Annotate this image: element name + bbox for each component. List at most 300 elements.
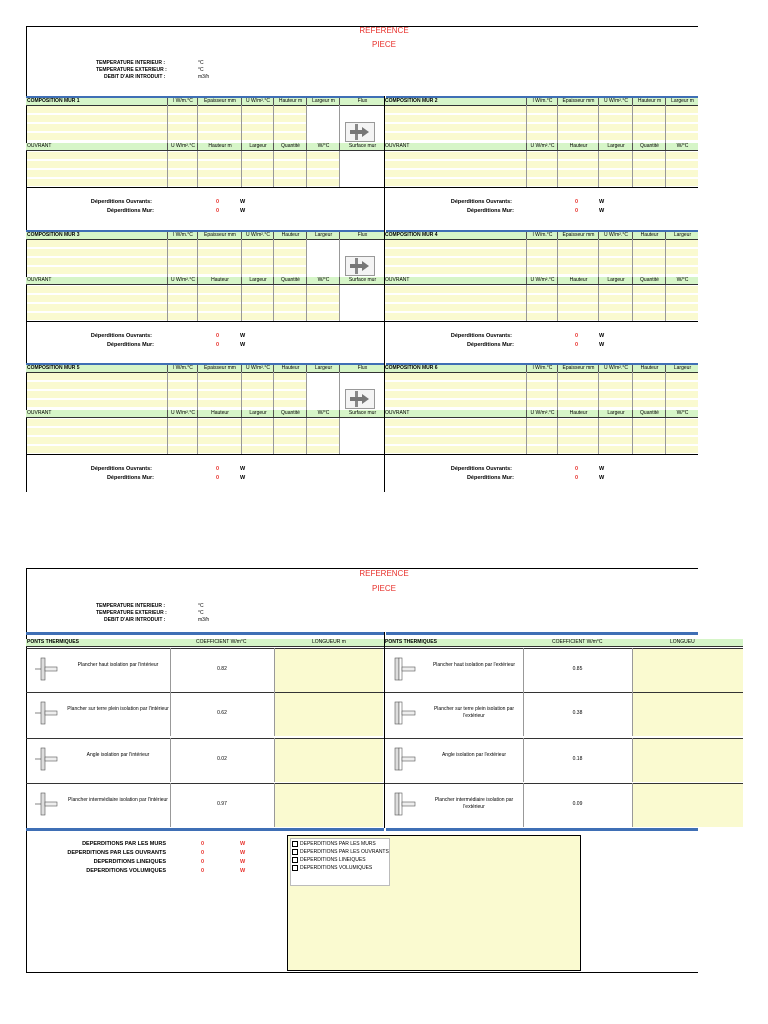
wall-col-header-left: U W/m².°C [241, 98, 274, 105]
ouvrant-input-row-right[interactable] [385, 179, 698, 186]
summary-volumiques-unit: W [240, 868, 246, 874]
summary-lineiques-value: 0 [201, 859, 205, 865]
pt-header-left-c3: LONGUEUR m [312, 639, 346, 645]
ouvrant-col-header-right: U W/m².°C [526, 277, 558, 284]
dep-mur-unit-right: W [599, 475, 605, 481]
p2-param-temp-ext-label: TEMPERATURE EXTERIEUR : [96, 610, 167, 616]
grid-line [339, 105, 340, 143]
grid-line [273, 151, 274, 187]
legend-label-volumiques: DEPERDITIONS VOLUMIQUES [300, 865, 373, 871]
pt-length-input-right[interactable] [633, 693, 743, 736]
ouvrant-title-right: OUVRANT [385, 410, 410, 416]
ouvrant-col-header-right: Quantité [632, 277, 666, 284]
wall-input-row-right[interactable] [385, 249, 698, 256]
grid-line [598, 418, 599, 454]
grid-line [557, 239, 558, 277]
wall-col-header-left: Epaisseur mm [197, 365, 242, 372]
ouvrant-col-header-right: W/°C [665, 277, 699, 284]
summary-lineiques-label: DEPERDITIONS LINEIQUES [93, 859, 166, 865]
dep-mur-value-left: 0 [216, 475, 220, 481]
grid-line [557, 285, 558, 321]
wall-col-header-left: l W/m.°C [167, 98, 198, 105]
legend-marker-icon [292, 857, 298, 863]
ouvrant-col-header-right: U W/m².°C [526, 143, 558, 150]
param-temp-ext-label: TEMPERATURE EXTERIEUR : [96, 67, 167, 73]
grid-line [274, 692, 275, 736]
wall-col-header-left: Largeur [306, 365, 340, 372]
wall-col-header-left: U W/m².°C [241, 232, 274, 239]
ouvrant-col-header-left: W/°C [306, 410, 340, 417]
ouvrant-col-header-right: Quantité [632, 143, 666, 150]
ouvrant-input-row-left[interactable] [27, 437, 339, 444]
pt-header-right-c2: COEFFICIENT W/m°C [552, 639, 603, 645]
summary-volumiques-label: DEPERDITIONS VOLUMIQUES [86, 868, 166, 874]
ouvrant-input-row-right[interactable] [385, 286, 698, 293]
dep-mur-unit-right: W [599, 342, 605, 348]
ouvrant-col-header-left: Largeur [241, 277, 274, 284]
dep-ouvrants-value-left: 0 [216, 199, 220, 205]
wall-col-header-left: Flux [339, 98, 385, 105]
dep-ouvrants-unit-right: W [599, 333, 605, 339]
grid-line [665, 285, 666, 321]
wall-col-header-left: Hauteur m [273, 98, 307, 105]
wall-col-header-left: Epaisseur mm [197, 232, 242, 239]
pt-coef-left: 0.82 [217, 666, 227, 672]
pt-label-left: Plancher sur terre plein isolation par l'intérieur [67, 706, 169, 712]
ouvrant-col-header-right: Hauteur [557, 410, 599, 417]
ouvrant-input-row-left[interactable] [27, 152, 339, 159]
summary-murs-label: DEPERDITIONS PAR LES MURS [82, 841, 166, 847]
grid-line [274, 648, 275, 692]
ouvrant-input-row-left[interactable] [27, 179, 339, 186]
grid-line [306, 418, 307, 454]
dep-ouvrants-value-right: 0 [575, 466, 579, 472]
ouvrant-col-header-right: Hauteur [557, 143, 599, 150]
dep-ouvrants-value-left: 0 [216, 333, 220, 339]
grid-line [273, 285, 274, 321]
grid-line [197, 105, 198, 143]
dep-ouvrants-unit-left: W [240, 466, 246, 472]
dep-mur-label-right: Déperditions Mur: [466, 475, 514, 481]
grid-line [306, 285, 307, 321]
page1-center-divider [384, 96, 385, 492]
ouvrant-col-header-right: Largeur [598, 143, 633, 150]
ouvrant-input-row-right[interactable] [385, 313, 698, 320]
page2-bottom-rule [26, 972, 698, 973]
wall-col-header-left: Hauteur [273, 232, 307, 239]
pt-band-right [386, 632, 698, 635]
ouvrant-col-header-left: W/°C [306, 277, 340, 284]
wall-title-right: COMPOSITION MUR 6 [385, 365, 438, 371]
p2-param-debit-unit: m3/h [198, 617, 210, 623]
ouvrant-col-header-right: Hauteur [557, 277, 599, 284]
dep-mur-label-left: Déperditions Mur: [106, 475, 154, 481]
wall-input-row-right[interactable] [385, 115, 698, 122]
wall-col-header-right: Hauteur [632, 365, 666, 372]
grid-line [526, 418, 527, 454]
flux-arrow-icon [345, 122, 375, 142]
grid-line [241, 151, 242, 187]
grid-line [167, 418, 168, 454]
wall-input-row-right[interactable] [385, 391, 698, 398]
dep-ouvrants-label-left: Déperditions Ouvrants: [90, 333, 152, 339]
grid-line [557, 105, 558, 143]
wall-col-header-left: Epaisseur mm [197, 98, 242, 105]
dep-ouvrants-unit-right: W [599, 466, 605, 472]
wall-input-row-right[interactable] [385, 124, 698, 131]
pt-coef-right: 0.09 [572, 801, 583, 807]
dep-ouvrants-value-left: 0 [216, 466, 220, 472]
ouvrant-input-row-left[interactable] [27, 161, 339, 168]
summary-lineiques-unit: W [240, 859, 246, 865]
summary-ouvrants-label: DEPERDITIONS PAR LES OUVRANTS [67, 850, 166, 856]
dep-mur-unit-left: W [240, 208, 246, 214]
pt-coef-right: 0.38 [572, 710, 583, 716]
dep-mur-value-left: 0 [216, 342, 220, 348]
dep-ouvrants-unit-left: W [240, 199, 246, 205]
ouvrant-input-row-left[interactable] [27, 446, 339, 453]
page2-title-piece: PIECE [371, 584, 396, 593]
pt-coef-left: 0.62 [217, 710, 227, 716]
pt-length-input-left[interactable] [274, 693, 383, 736]
summary-volumiques-value: 0 [201, 868, 205, 874]
summary-band-right [386, 828, 698, 831]
ouvrant-input-row-left[interactable] [27, 428, 339, 435]
wall-input-row-right[interactable] [385, 258, 698, 265]
dep-mur-label-right: Déperditions Mur: [466, 342, 514, 348]
wall-input-row-right[interactable] [385, 400, 698, 407]
grid-line [665, 105, 666, 143]
grid-line [167, 372, 168, 410]
ouvrant-col-header-right: Largeur [598, 277, 633, 284]
grid-line [632, 418, 633, 454]
dep-ouvrants-value-right: 0 [575, 333, 579, 339]
pt-coef-left: 0.02 [217, 756, 227, 762]
chart-legend [290, 838, 390, 886]
ouvrant-input-row-right[interactable] [385, 446, 698, 453]
pt-label-right: Angle isolation par l'extérieur [441, 752, 507, 758]
thermal-bridge-detail-icon [33, 791, 59, 817]
grid-line [665, 239, 666, 277]
pt-header-left-c2: COEFFICIENT W/m°C [196, 639, 247, 645]
dep-ouvrants-label-left: Déperditions Ouvrants: [90, 199, 152, 205]
grid-line [526, 105, 527, 143]
grid-line [632, 285, 633, 321]
ouvrant-col-header-left: Surface mur [339, 277, 385, 284]
wall-col-header-right: l W/m.°C [526, 98, 558, 105]
ouvrant-input-row-right[interactable] [385, 170, 698, 177]
grid-line [167, 239, 168, 277]
ouvrant-col-header-left: Quantité [273, 277, 307, 284]
wall-col-header-left: Largeur [306, 232, 340, 239]
grid-line [241, 285, 242, 321]
grid-line [526, 372, 527, 410]
pt-length-input-left[interactable] [274, 649, 383, 692]
grid-line [665, 418, 666, 454]
grid-line [306, 105, 307, 143]
pt-length-input-right[interactable] [633, 649, 743, 692]
ouvrant-input-row-right[interactable] [385, 428, 698, 435]
grid-line [197, 285, 198, 321]
dep-ouvrants-label-left: Déperditions Ouvrants: [90, 466, 152, 472]
wall-col-header-right: U W/m².°C [598, 232, 633, 239]
pt-length-input-right[interactable] [633, 739, 743, 782]
grid-line [339, 285, 340, 321]
ouvrant-input-row-left[interactable] [27, 295, 339, 302]
wall-col-header-left: Hauteur [273, 365, 307, 372]
grid-line [665, 372, 666, 410]
ouvrant-input-row-right[interactable] [385, 152, 698, 159]
grid-line [632, 372, 633, 410]
wall-title-right: COMPOSITION MUR 4 [385, 232, 438, 238]
p2-param-temp-int-label: TEMPERATURE INTERIEUR : [96, 603, 166, 609]
legend-item-lineiques [292, 856, 388, 864]
grid-line [339, 418, 340, 454]
ouvrant-input-row-right[interactable] [385, 304, 698, 311]
grid-line [339, 239, 340, 277]
pt-coef-right: 0.18 [572, 756, 583, 762]
pt-label-left: Plancher haut isolation par l'intérieur [77, 662, 159, 668]
pt-header-right-c1: PONTS THERMIQUES [385, 639, 437, 645]
legend-label-ouvrants: DEPERDITIONS PAR LES OUVRANTS [300, 849, 389, 855]
ouvrant-input-row-right[interactable] [385, 161, 698, 168]
wall-col-header-right: Hauteur [632, 232, 666, 239]
ouvrant-input-row-left[interactable] [27, 304, 339, 311]
dep-ouvrants-unit-left: W [240, 333, 246, 339]
dep-ouvrants-label-right: Déperditions Ouvrants: [450, 333, 512, 339]
pt-center-divider [384, 632, 385, 828]
ouvrant-col-header-right: W/°C [665, 143, 699, 150]
wall-col-header-left: Largeur m [306, 98, 340, 105]
pt-label-right: Plancher haut isolation par l'extérieur [432, 662, 516, 668]
p2-param-temp-ext-unit: °C [198, 610, 204, 616]
param-temp-ext-unit: °C [198, 67, 204, 73]
grid-line [167, 285, 168, 321]
wall-col-header-right: Epaisseur mm [557, 232, 599, 239]
pt-header-left-c1: PONTS THERMIQUES [27, 639, 79, 645]
dep-mur-label-left: Déperditions Mur: [106, 342, 154, 348]
grid-line [197, 151, 198, 187]
grid-line [632, 648, 633, 692]
grid-line [598, 372, 599, 410]
wall-block-divider [26, 187, 698, 188]
dep-mur-value-left: 0 [216, 208, 220, 214]
wall-col-header-left: Flux [339, 232, 385, 239]
legend-marker-icon [292, 849, 298, 855]
legend-item-murs [292, 840, 388, 848]
legend-item-ouvrants [292, 848, 388, 856]
summary-murs-unit: W [240, 841, 246, 847]
page1-title-reference: REFERENCE [359, 26, 409, 35]
grid-line [167, 151, 168, 187]
wall-col-header-right: Epaisseur mm [557, 365, 599, 372]
grid-line [273, 105, 274, 143]
pt-label-left: Angle isolation par l'intérieur [86, 752, 150, 758]
ouvrant-col-header-right: W/°C [665, 410, 699, 417]
summary-murs-value: 0 [201, 841, 205, 847]
wall-input-row-right[interactable] [385, 267, 698, 274]
thermal-bridge-detail-icon [391, 746, 417, 772]
grid-line [273, 372, 274, 410]
dep-mur-label-right: Déperditions Mur: [466, 208, 514, 214]
grid-line [632, 105, 633, 143]
wall-title-left: COMPOSITION MUR 3 [27, 232, 80, 238]
pt-header-right-c3: LONGUEU [670, 639, 695, 645]
grid-line [241, 372, 242, 410]
flux-arrow-icon [345, 389, 375, 409]
ouvrant-col-header-left: Hauteur [197, 277, 242, 284]
param-debit-label: DEBIT D'AIR INTRODUIT : [104, 74, 166, 80]
grid-line [632, 239, 633, 277]
ouvrant-col-header-right: U W/m².°C [526, 410, 558, 417]
dep-mur-value-right: 0 [575, 342, 579, 348]
param-temp-int-unit: °C [198, 60, 204, 66]
page2-title-reference: REFERENCE [359, 569, 409, 578]
grid-line [557, 372, 558, 410]
pt-length-input-left[interactable] [274, 784, 383, 827]
ouvrant-title-left: OUVRANT [27, 277, 52, 283]
grid-line [274, 783, 275, 827]
flux-arrow-icon [345, 256, 375, 276]
grid-line [241, 418, 242, 454]
wall-col-header-right: Epaisseur mm [557, 98, 599, 105]
wall-title-right: COMPOSITION MUR 2 [385, 98, 438, 104]
ouvrant-title-right: OUVRANT [385, 277, 410, 283]
legend-item-volumiques [292, 864, 388, 872]
ouvrant-col-header-left: U W/m².°C [167, 277, 198, 284]
dep-ouvrants-value-right: 0 [575, 199, 579, 205]
pt-coef-left: 0.97 [217, 801, 227, 807]
grid-line [241, 105, 242, 143]
ouvrant-input-row-left[interactable] [27, 170, 339, 177]
param-temp-int-label: TEMPERATURE INTERIEUR : [96, 60, 166, 66]
ouvrant-col-header-left: Largeur [241, 143, 274, 150]
grid-line [197, 418, 198, 454]
grid-line [557, 418, 558, 454]
dep-mur-value-right: 0 [575, 475, 579, 481]
grid-line [306, 151, 307, 187]
grid-line [557, 151, 558, 187]
ouvrant-col-header-right: Largeur [598, 410, 633, 417]
dep-mur-unit-right: W [599, 208, 605, 214]
grid-line [339, 151, 340, 187]
dep-ouvrants-label-right: Déperditions Ouvrants: [450, 199, 512, 205]
legend-label-murs: DEPERDITIONS PAR LES MURS [300, 841, 376, 847]
ouvrant-title-left: OUVRANT [27, 410, 52, 416]
grid-line [306, 239, 307, 277]
ouvrant-col-header-left: Surface mur [339, 143, 385, 150]
dep-mur-unit-left: W [240, 475, 246, 481]
grid-line [306, 372, 307, 410]
ouvrant-col-header-left: Surface mur [339, 410, 385, 417]
ouvrant-input-row-right[interactable] [385, 437, 698, 444]
grid-line [526, 151, 527, 187]
thermal-bridge-detail-icon [391, 700, 417, 726]
wall-col-header-left: Flux [339, 365, 385, 372]
ouvrant-col-header-left: Quantité [273, 410, 307, 417]
page2-left-rule [26, 568, 27, 972]
wall-title-left: COMPOSITION MUR 1 [27, 98, 80, 104]
legend-marker-icon [292, 865, 298, 871]
ouvrant-input-row-right[interactable] [385, 295, 698, 302]
pt-label-right: Plancher intermédiaire isolation par l'extérieur [434, 797, 514, 810]
wall-input-row-right[interactable] [385, 373, 698, 380]
dep-mur-label-left: Déperditions Mur: [106, 208, 154, 214]
wall-col-header-right: Largeur [665, 365, 699, 372]
pt-length-input-left[interactable] [274, 739, 383, 782]
grid-line [665, 151, 666, 187]
wall-col-header-right: Hauteur m [632, 98, 666, 105]
p2-param-temp-int-unit: °C [198, 603, 204, 609]
grid-line [598, 105, 599, 143]
wall-col-header-left: l W/m.°C [167, 365, 198, 372]
wall-input-row-right[interactable] [385, 240, 698, 247]
pt-label-left: Plancher intermédiaire isolation par l'intérieur [68, 797, 168, 803]
grid-line [632, 738, 633, 782]
grid-line [526, 239, 527, 277]
summary-ouvrants-value: 0 [201, 850, 205, 856]
wall-col-header-left: U W/m².°C [241, 365, 274, 372]
thermal-bridge-detail-icon [391, 656, 417, 682]
ouvrant-col-header-left: U W/m².°C [167, 143, 198, 150]
grid-line [598, 285, 599, 321]
wall-col-header-right: Largeur [665, 232, 699, 239]
grid-line [241, 239, 242, 277]
wall-block-divider [26, 321, 698, 322]
ouvrant-col-header-left: Hauteur [197, 410, 242, 417]
ouvrant-input-row-right[interactable] [385, 419, 698, 426]
pt-length-input-right[interactable] [633, 784, 743, 827]
grid-line [598, 239, 599, 277]
summary-ouvrants-unit: W [240, 850, 246, 856]
grid-line [167, 105, 168, 143]
ouvrant-col-header-left: W/°C [306, 143, 340, 150]
wall-col-header-right: U W/m².°C [598, 98, 633, 105]
ouvrant-col-header-left: U W/m².°C [167, 410, 198, 417]
ouvrant-col-header-left: Quantité [273, 143, 307, 150]
thermal-bridge-detail-icon [33, 656, 59, 682]
ouvrant-input-row-left[interactable] [27, 286, 339, 293]
wall-block-divider [26, 454, 698, 455]
wall-input-row-right[interactable] [385, 133, 698, 140]
ouvrant-col-header-left: Hauteur m [197, 143, 242, 150]
p2-param-debit-label: DEBIT D'AIR INTRODUIT : [104, 617, 166, 623]
grid-line [598, 151, 599, 187]
dep-ouvrants-unit-right: W [599, 199, 605, 205]
grid-line [632, 692, 633, 736]
ouvrant-input-row-left[interactable] [27, 419, 339, 426]
pt-label-right: Plancher sur terre plein isolation par l'extérieur [433, 706, 515, 719]
param-debit-unit: m3/h [198, 74, 210, 80]
pt-band-left [26, 632, 384, 635]
dep-ouvrants-label-right: Déperditions Ouvrants: [450, 466, 512, 472]
ouvrant-input-row-left[interactable] [27, 313, 339, 320]
wall-col-header-right: U W/m².°C [598, 365, 633, 372]
summary-band-left [26, 828, 384, 831]
thermal-bridge-detail-icon [391, 791, 417, 817]
ouvrant-col-header-right: Quantité [632, 410, 666, 417]
thermal-bridge-detail-icon [33, 746, 59, 772]
chart-legend-box [287, 835, 581, 971]
wall-input-row-right[interactable] [385, 382, 698, 389]
ouvrant-col-header-left: Largeur [241, 410, 274, 417]
dep-mur-value-right: 0 [575, 208, 579, 214]
wall-col-header-right: l W/m.°C [526, 365, 558, 372]
grid-line [632, 151, 633, 187]
legend-marker-icon [292, 841, 298, 847]
wall-input-row-right[interactable] [385, 106, 698, 113]
grid-line [273, 239, 274, 277]
